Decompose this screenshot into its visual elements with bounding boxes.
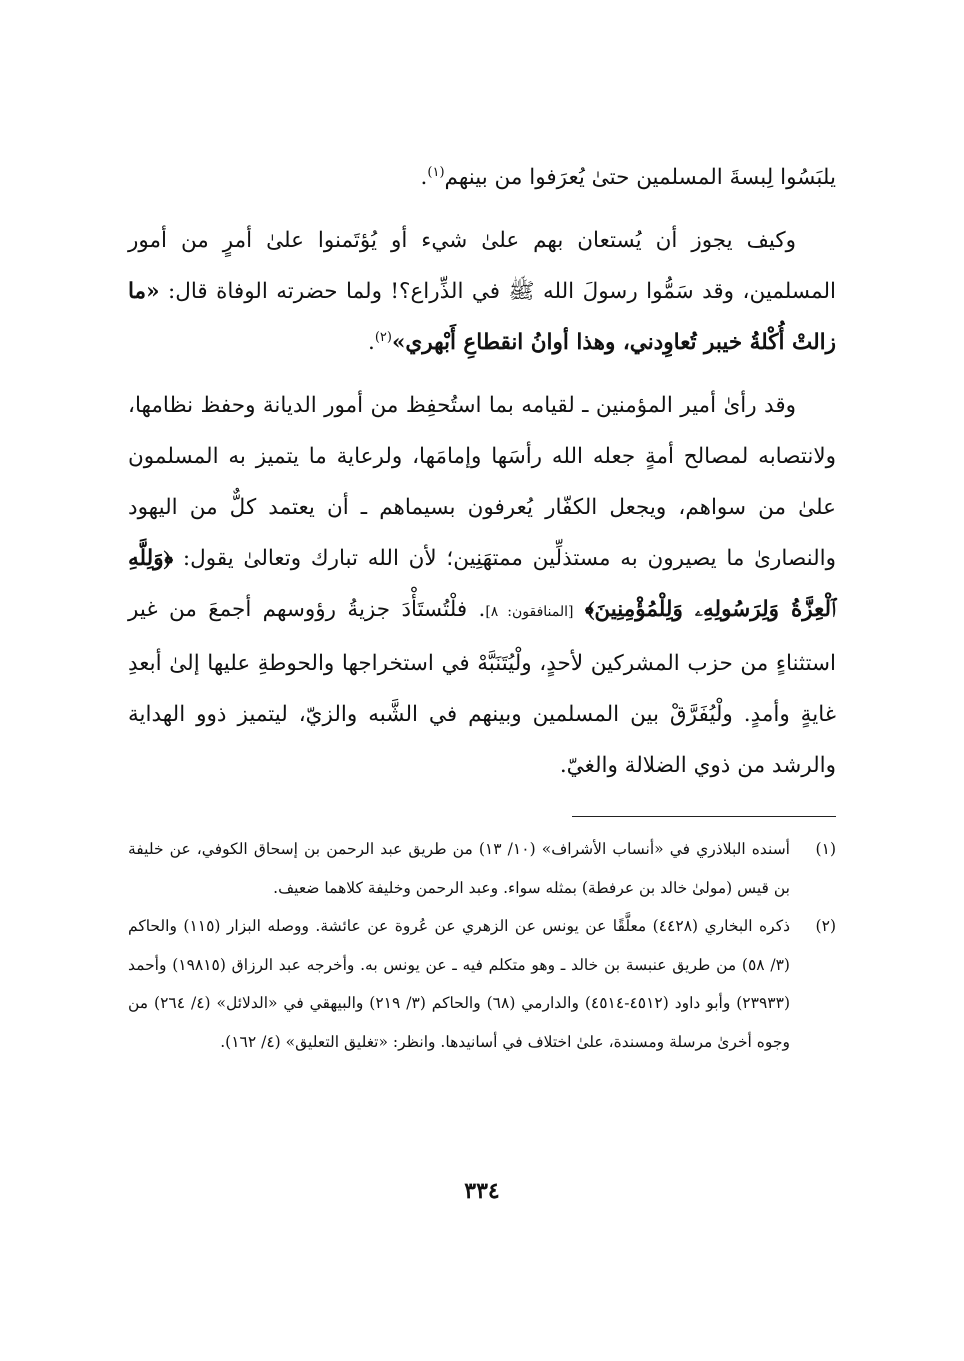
footnote-text: ذكره البخاري (٤٤٢٨) معلَّقًا عن يونس عن الزهري عن عُروة عن عائشة. ووصله البزار (١١٥) والحاكم (٣/ ٥٨) من طريق عنبسة بن خالد ـ وهو متكلم فيه ـ عن يونس به. وأخرجه عبد الرزاق (١٩٨١٥) وأحمد (٢٣٩٣٣) وأبو داود (٤٥١٢-٤٥١٤) والدارمي (٦٨) والحاكم (٣/ ٢١٩) والبيهقي في «الدلائل» (٤/ ٢٦٤) من وجوه أخرىٰ مرسلة ومسندة، علىٰ اختلاف في أسانيدها. وانظر: «تغليق التعليق» (٤/ ١٦٢). bbox=[128, 917, 790, 1051]
footnotes bbox=[128, 830, 836, 1061]
paragraph-1-text: يلبَسُوا لِبسةَ المسلمين حتىٰ يُعرَفوا من بينهم bbox=[444, 165, 836, 190]
hadith-quote: «ما زالتْ أُكْلةُ خيبر تُعاوِدني، وهذا أوانُ انقطاعِ أَبْهري» bbox=[128, 279, 836, 355]
footnote-ref-2: (٢) bbox=[374, 329, 392, 345]
footnote-1 bbox=[128, 830, 836, 907]
footnote-number: (٢) bbox=[815, 917, 836, 935]
main-text bbox=[128, 152, 836, 791]
verse-citation: [المنافقون: ٨] bbox=[485, 604, 574, 620]
paragraph-3 bbox=[128, 380, 836, 791]
paragraph-2-end: . bbox=[367, 330, 375, 355]
paragraph-1 bbox=[128, 152, 836, 203]
paragraph-2 bbox=[128, 215, 836, 368]
paragraph-1-end: . bbox=[420, 165, 428, 190]
footnote-2 bbox=[128, 907, 836, 1061]
paragraph-3-text-b: . فلْتُستَأْدَ جزيةُ رؤوسهم أجمعَ من غير استثناءٍ من حزب المشركين لأحدٍ، ولْيُتَنَبَّهْ في استخراجها والحوطةِ عليها إلىٰ أبعدِ غايةٍ وأمدٍ. ولْيُفَرَّقْ بين المسلمين وبينهم في الشَّبه والزيّ، ليتميز ذوو الهداية والرشد من ذوي الضلالة والغيّ. bbox=[128, 597, 836, 778]
quran-verse: ﴿وَلِلَّهِ ٱلْعِزَّةُ وَلِرَسُولِهِۦ وَلِلْمُؤْمِنِينَ﴾ bbox=[128, 546, 836, 622]
footnote-text: أسنده البلاذري في «أنساب الأشراف» (١٠/ ١٣) من طريق عبد الرحمن بن إسحاق الكوفي، عن خليفة بن قيس (مولىٰ خالد بن عرفطة) بمثله سواء. وعبد الرحمن وخليفة كلاهما ضعيف. bbox=[128, 840, 790, 897]
page-number: ٣٣٤ bbox=[464, 1178, 500, 1204]
paragraph-2-text: وكيف يجوز أن يُستعان بهم علىٰ شيء أو يُؤتَمنوا علىٰ أمرٍ من أمور المسلمين، وقد سَمُّوا رسولَ الله ﷺ في الذِّراع؟! ولما حضرته الوفاة قال: bbox=[128, 228, 836, 304]
footnote-ref-1: (١) bbox=[427, 164, 445, 180]
footnote-number: (١) bbox=[815, 840, 836, 858]
footnote-separator bbox=[572, 816, 836, 817]
paragraph-3-text-a: وقد رأىٰ أمير المؤمنين ـ لقيامه بما استُحفِظ من أمور الديانة وحفظ نظامها، ولانتصابه لمصالح أمةٍ جعله الله رأسَها وإمامَها، ولرعاية ما يتميز به المسلمون علىٰ من سواهم، ويجعل الكفّار يُعرفون بسيماهم ـ أن يعتمد كلٌّ من اليهود والنصارىٰ ما يصيرون به مستذلِّين ممتهَنِين؛ لأن الله تبارك وتعالىٰ يقول: bbox=[128, 393, 836, 571]
